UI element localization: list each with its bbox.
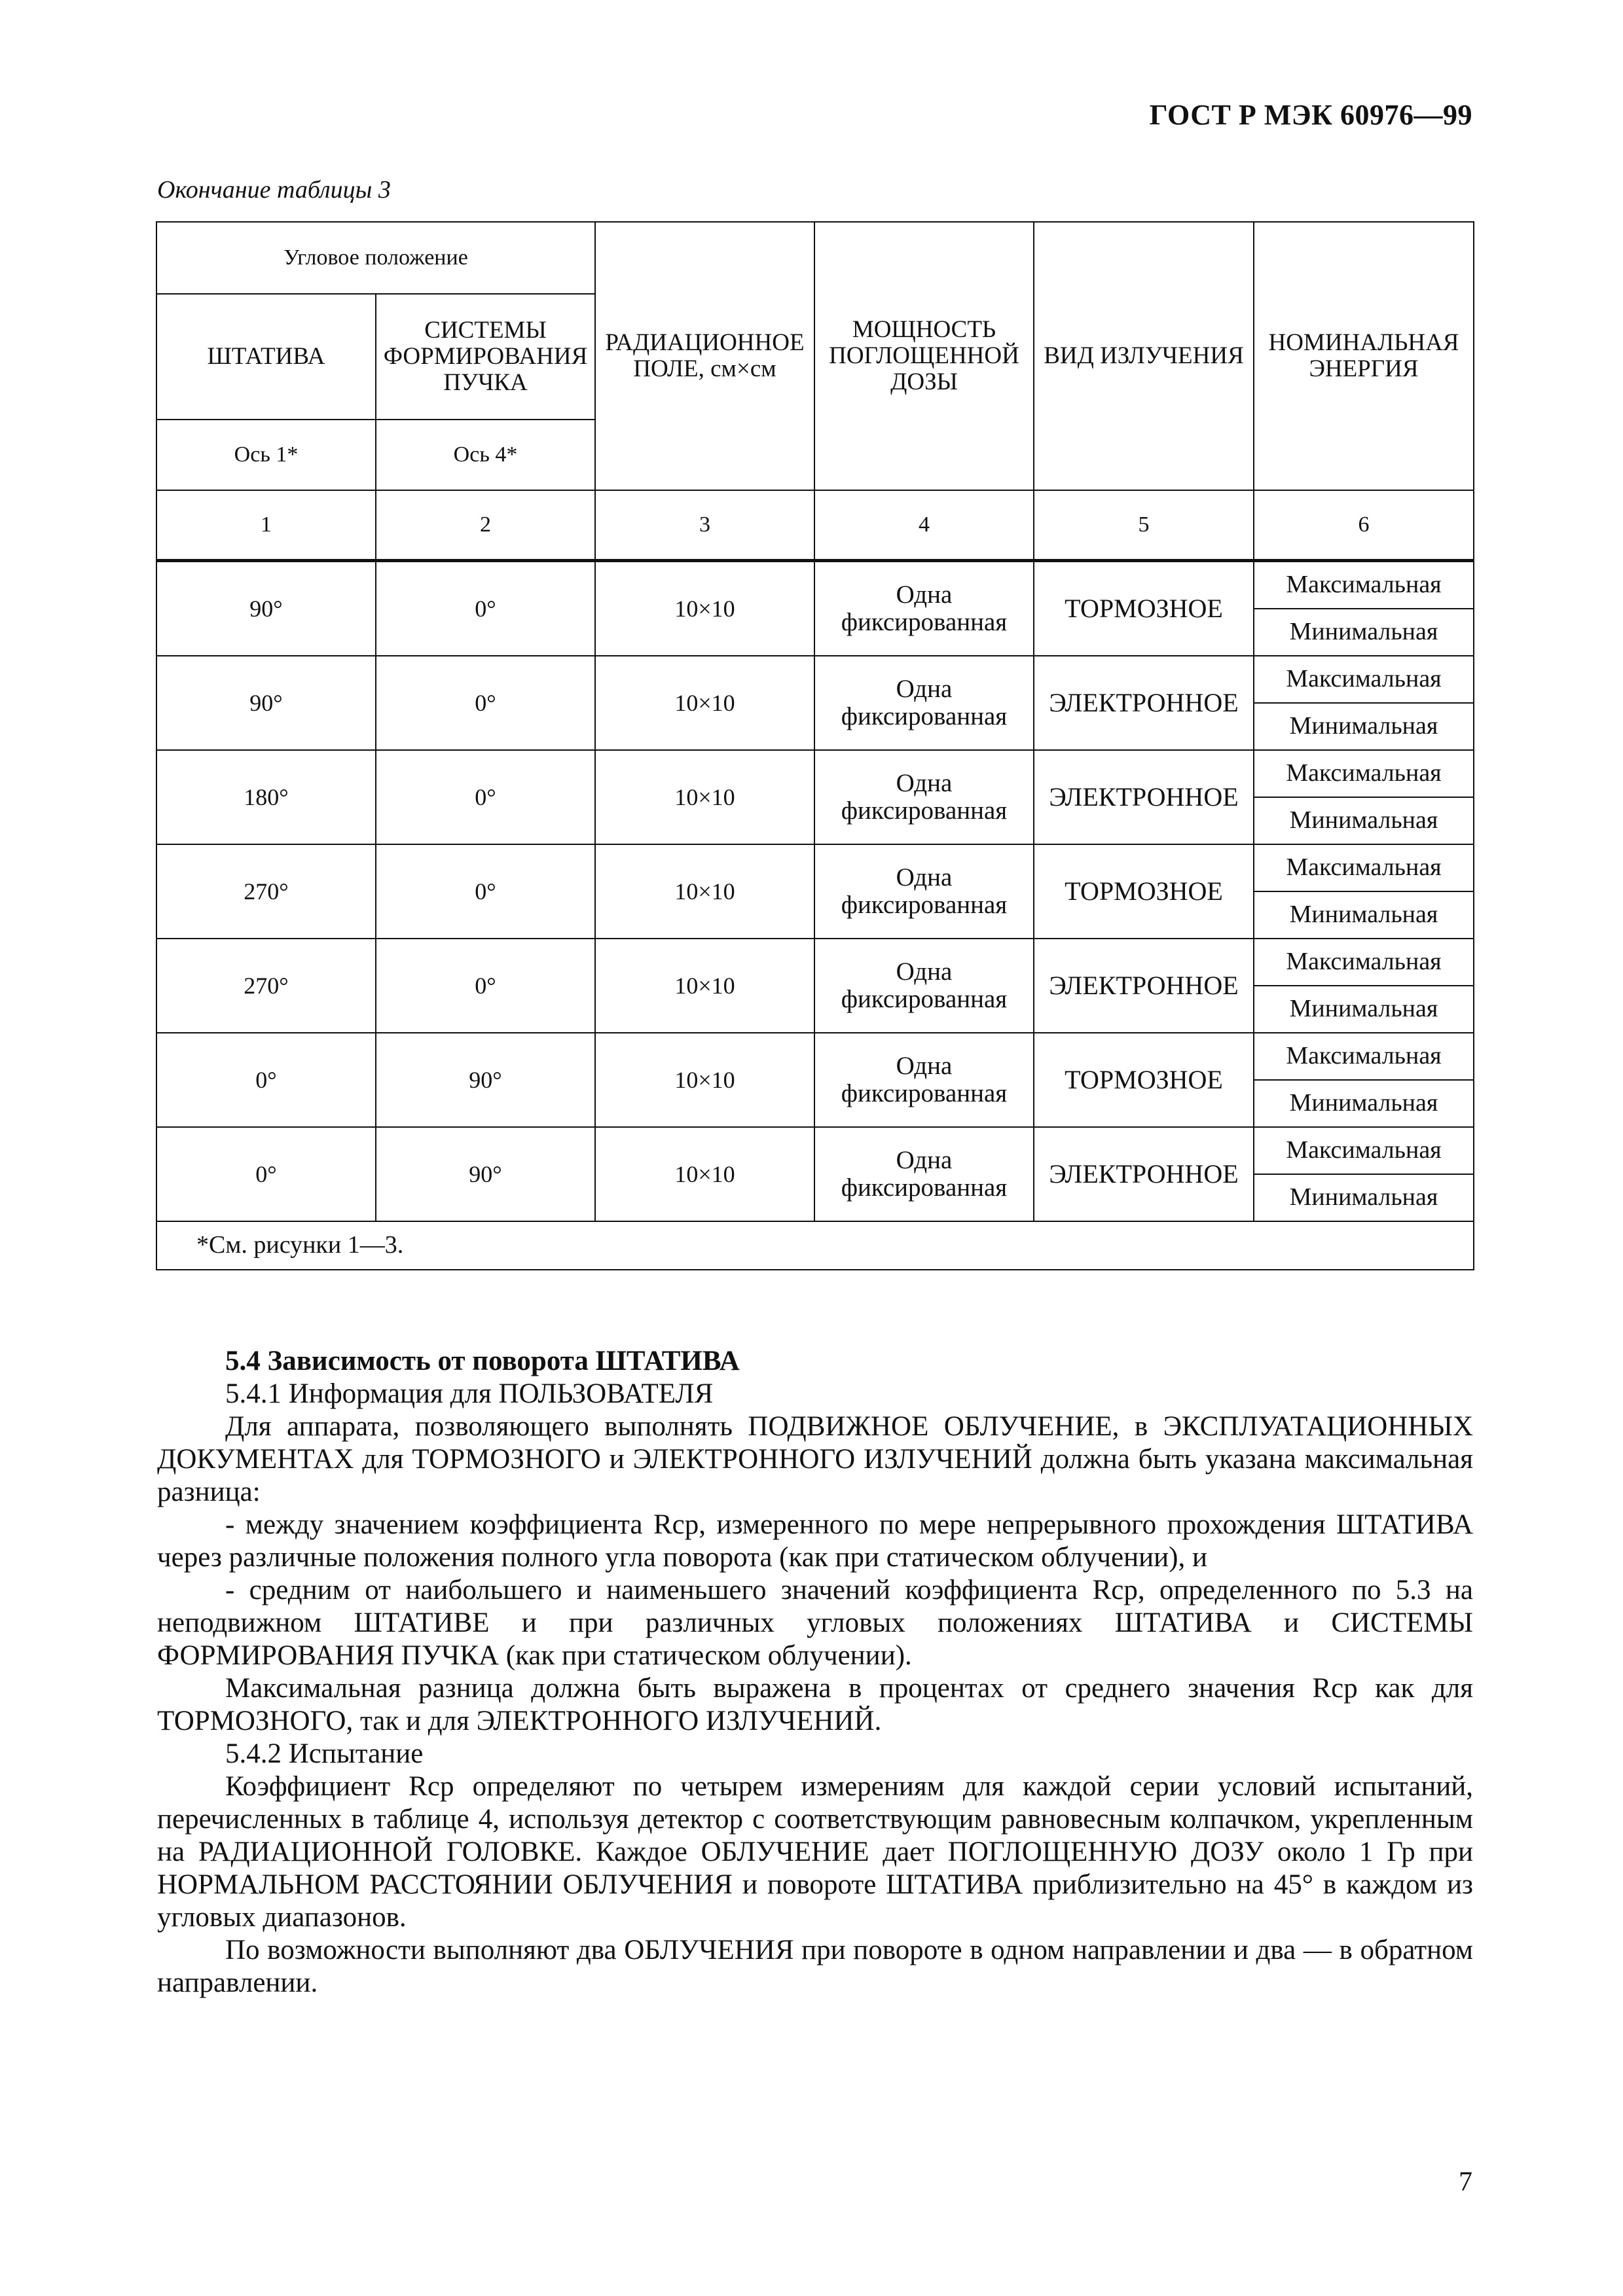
column-number: 4 <box>814 490 1034 561</box>
beam-angle: 0° <box>376 656 595 750</box>
beam-angle: 0° <box>376 844 595 939</box>
standard-designation: ГОСТ Р МЭК 60976—99 <box>1149 99 1472 131</box>
stand-angle: 270° <box>156 939 376 1033</box>
stand-angle: 180° <box>156 750 376 844</box>
column-number: 3 <box>595 490 814 561</box>
field-size: 10×10 <box>595 939 814 1033</box>
subsection-heading: 5.4.2 Испытание <box>225 1738 424 1769</box>
radiation-type: ЭЛЕКТРОННОЕ <box>1034 656 1254 750</box>
energy-max: Максимальная <box>1254 1127 1474 1174</box>
energy-max: Максимальная <box>1254 561 1474 609</box>
beam-angle: 90° <box>376 1127 595 1221</box>
section-5-4 <box>157 1345 1473 2000</box>
stand-angle: 90° <box>156 656 376 750</box>
axis-4-label: Ось 4* <box>376 420 595 490</box>
stand-angle: 0° <box>156 1033 376 1127</box>
radiation-type: ТОРМОЗНОЕ <box>1034 844 1254 939</box>
energy-min: Минимальная <box>1254 703 1474 750</box>
col-header-field: РАДИАЦИОННОЕ ПОЛЕ, см×см <box>595 222 814 490</box>
beam-angle: 0° <box>376 939 595 1033</box>
field-size: 10×10 <box>595 750 814 844</box>
radiation-type: ТОРМОЗНОЕ <box>1034 1033 1254 1127</box>
field-size: 10×10 <box>595 1127 814 1221</box>
dose-rate: Одна фиксированная <box>814 844 1034 939</box>
paragraph: - средним от наибольшего и наименьшего значений коэффициента Rср, определенного по 5.3 на неподвижном ШТАТИВЕ и при различных угловых положениях ШТАТИВА и СИСТЕМЫ ФОРМИРОВАНИЯ ПУЧКА (как при статическом облучении). <box>157 1575 1473 1671</box>
group-header-angular-position: Угловое положение <box>156 222 595 294</box>
energy-max: Максимальная <box>1254 1033 1474 1080</box>
energy-min: Минимальная <box>1254 1174 1474 1221</box>
paragraph: Максимальная разница должна быть выражена в процентах от среднего значения Rср как для ТОРМОЗНОГО, так и для ЭЛЕКТРОННОГО ИЗЛУЧЕНИЙ. <box>157 1673 1473 1736</box>
paragraph: Для аппарата, позволяющего выполнять ПОДВИЖНОЕ ОБЛУЧЕНИЕ, в ЭКСПЛУАТАЦИОННЫХ ДОКУМЕНТАХ для ТОРМОЗНОГО и ЭЛЕКТРОННОГО ИЗЛУЧЕНИЙ должна быть указана максимальная разница: <box>157 1411 1473 1507</box>
paragraph: Коэффициент Rср определяют по четырем измерениям для каждой серии условий испытаний, перечисленных в таблице 4, используя детектор с соответствующим равновесным колпачком, укрепленным на РАДИАЦИОННОЙ ГОЛОВКЕ. Каждое ОБЛУЧЕНИЕ дает ПОГЛОЩЕННУЮ ДОЗУ около 1 Гр при НОРМАЛЬНОМ РАССТОЯНИИ ОБЛУЧЕНИЯ и повороте ШТАТИВА приблизительно на 45° в каждом из угловых диапазонов. <box>157 1771 1473 1933</box>
table-row <box>156 656 1474 703</box>
field-size: 10×10 <box>595 844 814 939</box>
column-numbers-row <box>156 490 1474 561</box>
subsection-heading: 5.4.1 Информация для ПОЛЬЗОВАТЕЛЯ <box>225 1378 714 1409</box>
table-row <box>156 750 1474 797</box>
col-header-stand: ШТАТИВА <box>156 294 376 420</box>
table-caption: Окончание таблицы 3 <box>157 176 391 204</box>
energy-min: Минимальная <box>1254 797 1474 844</box>
column-number: 2 <box>376 490 595 561</box>
table-3 <box>156 221 1474 1270</box>
dose-rate: Одна фиксированная <box>814 750 1034 844</box>
energy-max: Максимальная <box>1254 656 1474 703</box>
paragraph: По возможности выполняют два ОБЛУЧЕНИЯ при повороте в одном направлении и два — в обратном направлении. <box>157 1935 1473 1998</box>
dose-rate: Одна фиксированная <box>814 1127 1034 1221</box>
stand-angle: 0° <box>156 1127 376 1221</box>
table-footnote: *См. рисунки 1—3. <box>156 1221 1474 1270</box>
column-number: 6 <box>1254 490 1474 561</box>
energy-min: Минимальная <box>1254 891 1474 939</box>
col-header-beam-system: СИСТЕМЫ ФОРМИРОВАНИЯ ПУЧКА <box>376 294 595 420</box>
dose-rate: Одна фиксированная <box>814 656 1034 750</box>
energy-max: Максимальная <box>1254 844 1474 891</box>
beam-angle: 0° <box>376 750 595 844</box>
field-size: 10×10 <box>595 561 814 656</box>
column-number: 5 <box>1034 490 1254 561</box>
table-row <box>156 844 1474 891</box>
energy-min: Минимальная <box>1254 986 1474 1033</box>
table-row <box>156 1127 1474 1174</box>
table-row <box>156 1033 1474 1080</box>
beam-angle: 0° <box>376 561 595 656</box>
table-row <box>156 561 1474 609</box>
energy-min: Минимальная <box>1254 609 1474 656</box>
radiation-type: ЭЛЕКТРОННОЕ <box>1034 750 1254 844</box>
energy-min: Минимальная <box>1254 1080 1474 1127</box>
section-heading: 5.4 Зависимость от поворота ШТАТИВА <box>225 1346 740 1376</box>
energy-max: Максимальная <box>1254 939 1474 986</box>
column-number: 1 <box>156 490 376 561</box>
field-size: 10×10 <box>595 1033 814 1127</box>
energy-max: Максимальная <box>1254 750 1474 797</box>
col-header-energy: НОМИНАЛЬНАЯ ЭНЕРГИЯ <box>1254 222 1474 490</box>
stand-angle: 90° <box>156 561 376 656</box>
beam-angle: 90° <box>376 1033 595 1127</box>
radiation-type: ЭЛЕКТРОННОЕ <box>1034 1127 1254 1221</box>
col-header-dose-rate: МОЩНОСТЬ ПОГЛОЩЕННОЙ ДОЗЫ <box>814 222 1034 490</box>
radiation-type: ЭЛЕКТРОННОЕ <box>1034 939 1254 1033</box>
radiation-type: ТОРМОЗНОЕ <box>1034 561 1254 656</box>
paragraph: - между значением коэффициента Rср, измеренного по мере непрерывного прохождения ШТАТИВА через различные положения полного угла поворота (как при статическом облучении), и <box>157 1509 1473 1573</box>
dose-rate: Одна фиксированная <box>814 561 1034 656</box>
dose-rate: Одна фиксированная <box>814 939 1034 1033</box>
table-row <box>156 939 1474 986</box>
page-number: 7 <box>1459 2167 1472 2197</box>
stand-angle: 270° <box>156 844 376 939</box>
field-size: 10×10 <box>595 656 814 750</box>
dose-rate: Одна фиксированная <box>814 1033 1034 1127</box>
axis-1-label: Ось 1* <box>156 420 376 490</box>
col-header-radiation-type: ВИД ИЗЛУЧЕНИЯ <box>1034 222 1254 490</box>
